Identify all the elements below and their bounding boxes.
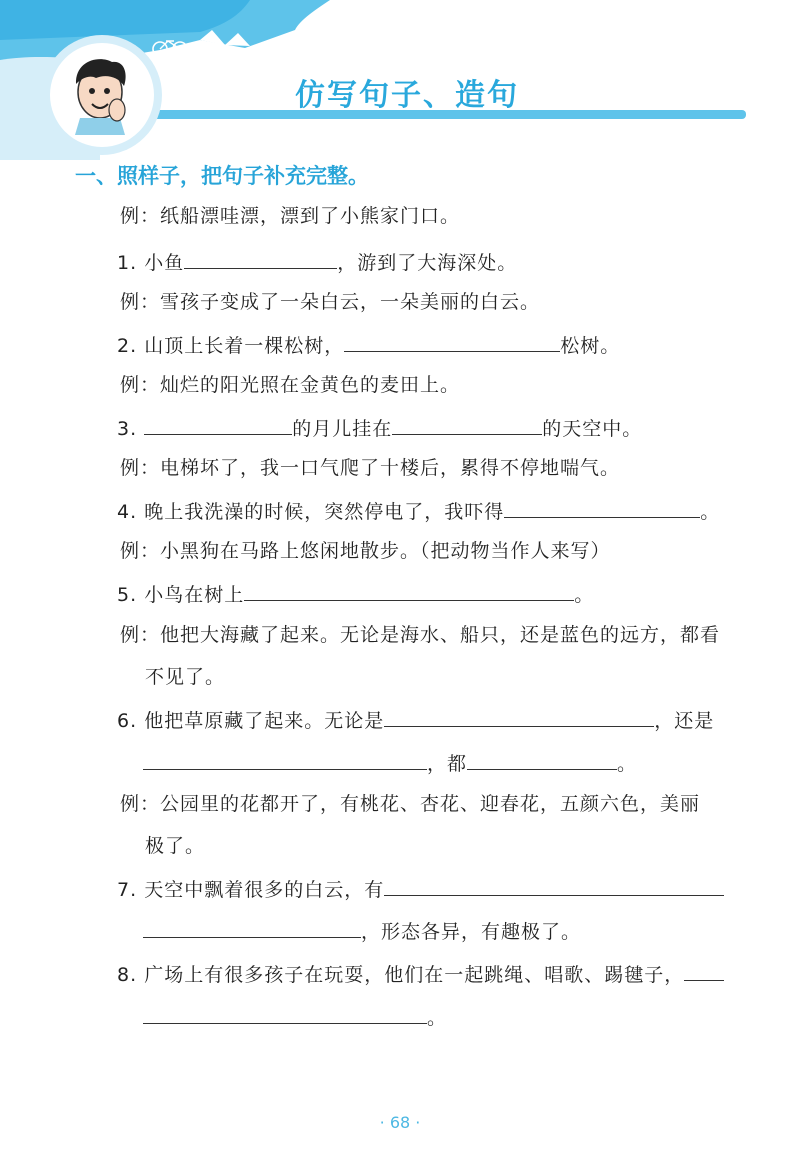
answer-blank[interactable] [143,917,361,938]
example-7-line-2: 极了。 [145,835,206,857]
answer-blank[interactable] [344,331,560,352]
answer-blank[interactable] [384,875,724,896]
answer-blank[interactable] [504,497,700,518]
answer-blank[interactable] [143,749,427,770]
answer-blank[interactable] [384,706,654,727]
header-banner [0,0,800,160]
example-1: 例：纸船漂哇漂，漂到了小熊家门口。 [120,205,461,227]
example-6-line-2: 不见了。 [145,666,226,688]
example-4: 例：电梯坏了，我一口气爬了十楼后，累得不停地喘气。 [120,457,621,479]
example-2: 例：雪孩子变成了一朵白云，一朵美丽的白云。 [120,291,541,313]
question-7-line-1: 7. 天空中飘着很多的白云，有 [117,875,724,903]
answer-blank[interactable] [244,580,574,601]
question-3: 3. 的月儿挂在 的天空中。 [117,414,642,442]
question-1: 1. 小鱼 ，游到了大海深处。 [117,248,517,276]
question-8-line-1: 8. 广场上有很多孩子在玩耍，他们在一起跳绳、唱歌、踢毽子， [117,960,724,988]
example-5: 例：小黑狗在马路上悠闲地散步。（把动物当作人来写） [120,540,611,562]
page-title: 仿写句子、造句 [295,78,519,113]
question-5: 5. 小鸟在树上 。 [117,580,594,608]
page-number: · 68 · [379,1113,421,1132]
example-7-line-1: 例：公园里的花都开了，有桃花、杏花、迎春花，五颜六色，美丽 [120,793,701,815]
answer-blank[interactable] [467,749,617,770]
question-7-line-2: ，形态各异，有趣极了。 [143,917,581,945]
answer-blank[interactable] [684,960,724,981]
answer-blank[interactable] [184,248,337,269]
question-4: 4. 晚上我洗澡的时候，突然停电了，我吓得 。 [117,497,720,525]
answer-blank[interactable] [392,414,542,435]
example-3: 例：灿烂的阳光照在金黄色的麦田上。 [120,374,461,396]
example-6-line-1: 例：他把大海藏了起来。无论是海水、船只，还是蓝色的远方，都看 [120,624,721,646]
question-6-line-1: 6. 他把草原藏了起来。无论是 ，还是 [117,706,714,734]
question-8-line-2: 。 [143,1003,447,1031]
question-6-line-2: ，都 。 [143,749,637,777]
section-title: 一、照样子，把句子补充完整。 [75,164,369,188]
answer-blank[interactable] [144,414,292,435]
question-2: 2. 山顶上长着一棵松树， 松树。 [117,331,620,359]
answer-blank[interactable] [143,1003,427,1024]
